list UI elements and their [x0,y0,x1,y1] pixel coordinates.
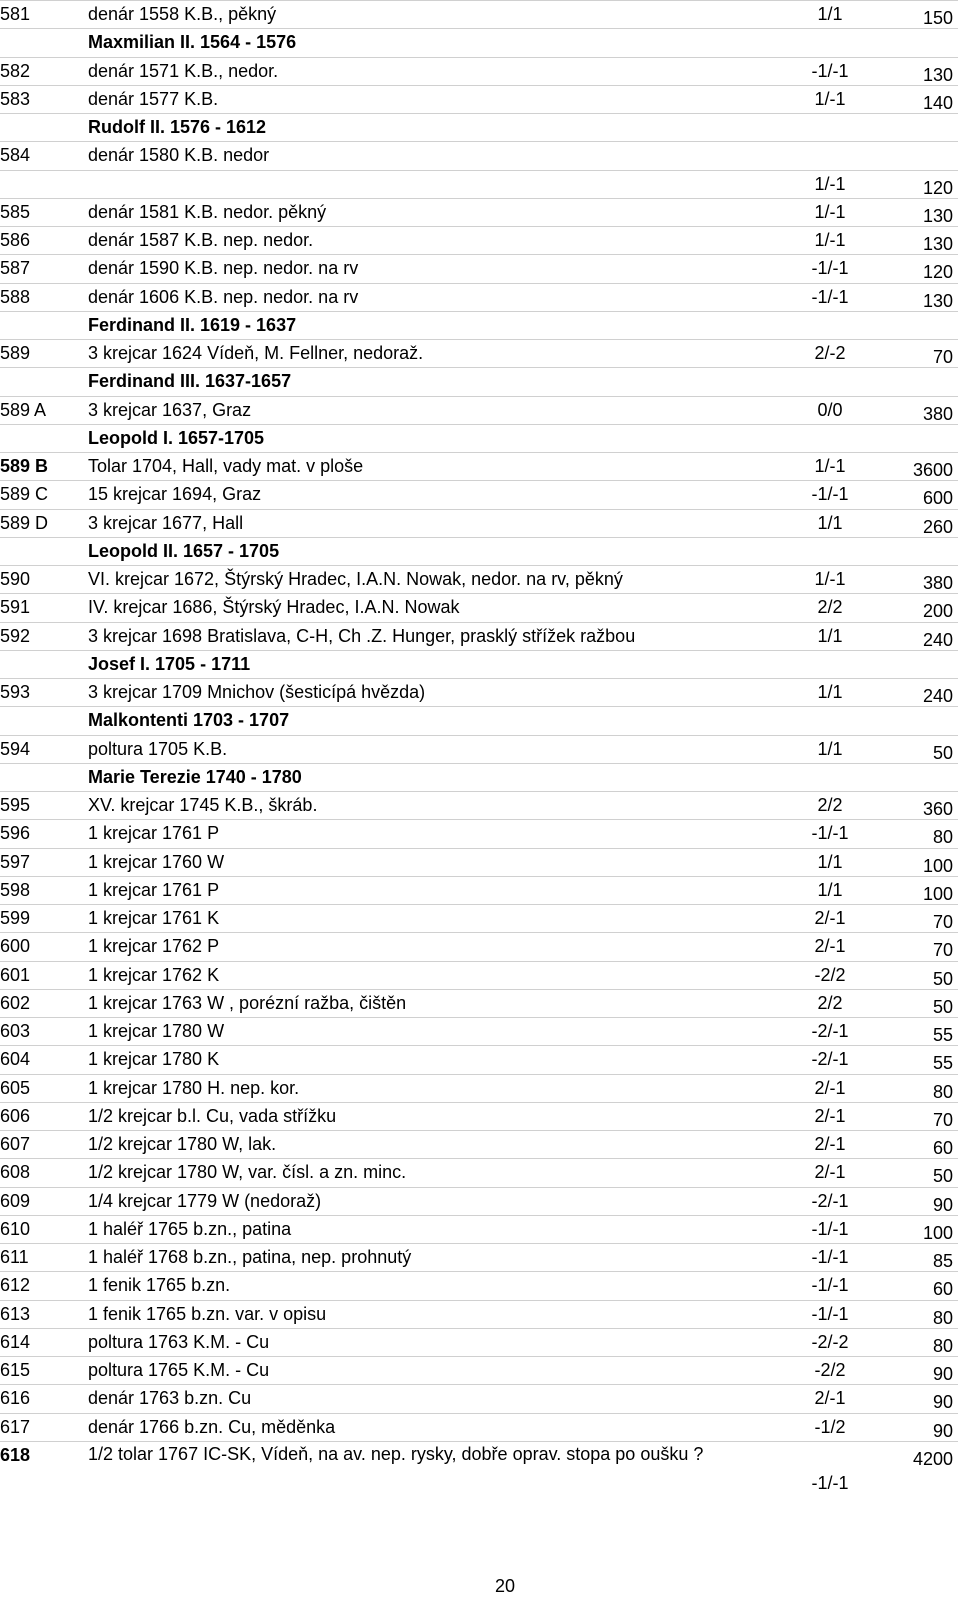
item-price: 80 [932,1307,953,1328]
item-description: 3 krejcar 1698 Bratislava, C-H, Ch .Z. Hunger, prasklý střížek ražbou [88,625,636,646]
item-grade: -2/-2 [811,1331,849,1352]
catalog-row [0,0,958,29]
section-heading: Rudolf II. 1576 - 1612 [88,117,267,137]
item-price: 240 [922,686,953,706]
item-grade: 1/1 [817,738,843,759]
item-price: 50 [932,742,953,763]
item-grade: 1/-1 [814,88,846,109]
item-description: poltura 1705 K.B. [88,738,228,759]
item-price: 260 [922,516,953,537]
catalog-row [0,1187,958,1216]
item-grade: -1/-1 [811,1218,849,1239]
item-description: 1 fenik 1765 b.zn. var. v opisu [88,1303,327,1324]
catalog-row [0,509,958,538]
item-price: 100 [922,1222,953,1243]
item-price: 50 [932,968,953,989]
catalog-row [0,1300,958,1329]
item-grade: -1/-1 [811,258,849,279]
item-price: 100 [922,883,953,904]
item-grade: -1/-1 [811,286,849,307]
item-price: 70 [932,347,953,367]
catalog-row [0,1441,958,1499]
lot-number: 601 [0,964,31,985]
item-price: 70 [932,1109,953,1130]
lot-number: 593 [0,682,31,702]
section-heading: Ferdinand III. 1637-1657 [88,371,292,392]
item-description: 1 krejcar 1761 P [88,879,220,900]
item-price: 380 [922,403,953,424]
item-description: 3 krejcar 1637, Graz [88,399,252,420]
item-grade: 2/-1 [814,936,846,957]
section-heading-row [0,367,958,396]
lot-number: 607 [0,1134,31,1154]
item-grade: 1/1 [817,4,843,24]
item-description: 1 krejcar 1780 W [88,1021,225,1041]
lot-number: 581 [0,4,31,24]
item-grade: 1/1 [817,851,843,872]
item-price: 4200 [912,1448,953,1469]
item-price: 90 [932,1392,953,1413]
item-description: poltura 1765 K.M. - Cu [88,1360,270,1380]
item-description: 1 krejcar 1760 W [88,851,225,872]
catalog-row [0,1074,958,1103]
item-price: 120 [922,262,953,283]
lot-number: 617 [0,1416,31,1437]
catalog-row [0,1356,958,1385]
lot-number: 591 [0,597,31,618]
item-price: 55 [932,1025,953,1045]
item-description: 1 krejcar 1762 P [88,936,220,957]
item-grade: 1/-1 [814,201,846,222]
item-price: 600 [922,488,953,509]
section-heading-row [0,311,958,340]
catalog-row [0,1384,958,1413]
item-description: denár 1606 K.B. nep. nedor. na rv [88,286,359,307]
item-price: 130 [922,234,953,254]
item-description: 3 krejcar 1624 Vídeň, M. Fellner, nedoraž. [88,343,424,363]
item-description: denár 1587 K.B. nep. nedor. [88,230,314,250]
catalog-row [0,622,958,651]
lot-number: 598 [0,879,31,900]
lot-number: 589 D [0,512,49,533]
lot-number: 600 [0,936,31,957]
catalog-row [0,961,958,990]
catalog-row [0,848,958,877]
item-grade: 2/-1 [814,1162,846,1183]
section-heading-row [0,650,958,679]
item-description: denár 1571 K.B., nedor. [88,60,279,81]
item-price: 360 [922,799,953,819]
lot-number: 608 [0,1162,31,1183]
catalog-row [0,1413,958,1442]
item-grade: -2/-1 [811,1049,849,1070]
lot-number: 589 [0,343,31,363]
catalog-row [0,198,958,227]
item-grade: 2/-1 [814,1077,846,1098]
lot-number: 605 [0,1077,31,1098]
item-price: 130 [922,290,953,311]
item-price: 85 [932,1251,953,1271]
item-description: 1/2 krejcar 1780 W, lak. [88,1134,277,1154]
catalog-row [0,1045,958,1074]
item-price: 200 [922,601,953,622]
lot-number: 618 [0,1444,31,1465]
item-description: 1/2 krejcar b.l. Cu, vada střížku [88,1105,337,1126]
lot-number: 606 [0,1105,31,1126]
section-heading-row [0,763,958,792]
section-heading: Malkontenti 1703 - 1707 [88,710,290,731]
lot-number: 613 [0,1303,31,1324]
catalog-row [0,85,958,114]
section-heading-row [0,28,958,57]
section-heading: Marie Terezie 1740 - 1780 [88,766,302,787]
item-description: denár 1577 K.B. [88,88,219,109]
item-description: 1 fenik 1765 b.zn. [88,1275,231,1296]
item-price: 80 [932,1335,953,1356]
item-grade: 1/1 [817,879,843,900]
item-grade: -1/-1 [811,1472,849,1493]
item-description: poltura 1763 K.M. - Cu [88,1331,270,1352]
item-grade: 2/-1 [814,1134,846,1154]
lot-number: 586 [0,230,31,250]
catalog-row [0,1215,958,1244]
catalog-row [0,452,958,481]
catalog-row [0,57,958,86]
catalog-row [0,678,958,707]
catalog-row [0,170,958,199]
item-price: 80 [932,827,953,848]
catalog-row [0,1328,958,1357]
item-grade: -1/-1 [811,60,849,81]
catalog-row [0,339,958,368]
lot-number: 594 [0,738,31,759]
item-price: 50 [932,996,953,1017]
item-price: 3600 [912,460,953,480]
lot-number: 587 [0,258,31,279]
catalog-row [0,876,958,905]
item-price: 150 [922,8,953,28]
lot-number: 610 [0,1218,31,1239]
item-description: denár 1580 K.B. nedor [88,145,270,166]
catalog-row [0,735,958,764]
lot-number: 592 [0,625,31,646]
item-description: Tolar 1704, Hall, vady mat. v ploše [88,456,364,476]
lot-number: 588 [0,286,31,307]
catalog-row [0,396,958,425]
item-description: VI. krejcar 1672, Štýrský Hradec, I.A.N. Nowak, nedor. na rv, pěkný [88,569,623,589]
item-price: 380 [922,573,953,593]
section-heading-row [0,537,958,566]
catalog-row [0,904,958,933]
catalog-row [0,283,958,312]
item-price: 70 [932,912,953,932]
lot-number: 615 [0,1360,31,1380]
item-price: 60 [932,1138,953,1158]
item-grade: 1/1 [817,625,843,646]
item-grade: -2/2 [814,964,846,985]
item-price: 130 [922,205,953,226]
item-description: denár 1590 K.B. nep. nedor. na rv [88,258,359,279]
lot-number: 612 [0,1275,31,1296]
item-description: 1 haléř 1765 b.zn., patina [88,1218,292,1239]
item-price: 120 [922,177,953,198]
item-grade: 1/-1 [814,456,846,476]
item-price: 55 [932,1053,953,1074]
item-description: 1 krejcar 1762 K [88,964,220,985]
section-heading: Leopold I. 1657-1705 [88,427,265,448]
catalog-row [0,791,958,820]
item-grade: 1/1 [817,512,843,533]
item-grade: 2/2 [817,795,843,815]
item-description: denár 1766 b.zn. Cu, měděnka [88,1416,336,1437]
section-heading-row [0,424,958,453]
item-grade: 2/-1 [814,908,846,928]
section-heading-row [0,706,958,735]
item-description: 1 krejcar 1780 K [88,1049,220,1070]
catalog-row [0,1130,958,1159]
item-description: 3 krejcar 1677, Hall [88,512,244,533]
lot-number: 583 [0,88,31,109]
item-grade: 0/0 [817,399,843,420]
item-description: 1/4 krejcar 1779 W (nedoraž) [88,1190,322,1211]
item-price: 100 [922,855,953,876]
catalog-row [0,226,958,255]
item-grade: -1/-1 [811,1275,849,1296]
item-price: 70 [932,940,953,961]
item-grade: -1/-1 [811,1247,849,1267]
lot-number: 590 [0,569,31,589]
lot-number: 584 [0,145,31,166]
lot-number: 589 B [0,456,49,476]
catalog-row [0,1017,958,1046]
catalog-row [0,1243,958,1272]
item-grade: 2/2 [817,597,843,618]
item-grade: 2/-2 [814,343,846,363]
catalog-row [0,480,958,509]
item-price: 140 [922,92,953,113]
item-price: 90 [932,1364,953,1384]
item-description: 1 krejcar 1780 H. nep. kor. [88,1077,300,1098]
item-grade: 2/2 [817,992,843,1013]
item-grade: -2/2 [814,1360,846,1380]
catalog-row [0,1158,958,1187]
section-heading-row [0,113,958,142]
item-description: 1 haléř 1768 b.zn., patina, nep. prohnutý [88,1247,412,1267]
lot-number: 589 A [0,399,47,420]
item-price: 240 [922,629,953,650]
item-grade: -1/-1 [811,484,849,505]
item-price: 50 [932,1166,953,1187]
lot-number: 604 [0,1049,31,1070]
item-description: 1/2 tolar 1767 IC-SK, Vídeň, na av. nep. rysky, dobře oprav. stopa po oušku ? [88,1443,704,1464]
catalog-row [0,819,958,848]
lot-number: 597 [0,851,31,872]
item-grade: -2/-1 [811,1021,849,1041]
item-grade: -1/-1 [811,1303,849,1324]
catalog-row [0,565,958,594]
lot-number: 603 [0,1021,31,1041]
item-grade: -1/-1 [811,823,849,844]
item-grade: 1/1 [817,682,843,702]
item-description: 1 krejcar 1763 W , porézní ražba, čištěn [88,992,407,1013]
item-grade: 2/-1 [814,1388,846,1409]
item-price: 60 [932,1279,953,1300]
item-description: 1 krejcar 1761 P [88,823,220,844]
section-heading: Leopold II. 1657 - 1705 [88,540,280,561]
item-description: denár 1763 b.zn. Cu [88,1388,252,1409]
section-heading: Ferdinand II. 1619 - 1637 [88,314,297,335]
item-grade: 1/-1 [814,230,846,250]
item-grade: 1/-1 [814,173,846,194]
item-description: 1/2 krejcar 1780 W, var. čísl. a zn. minc. [88,1162,407,1183]
section-heading: Maxmilian II. 1564 - 1576 [88,32,297,53]
item-price: 90 [932,1420,953,1441]
item-description: IV. krejcar 1686, Štýrský Hradec, I.A.N. Nowak [88,597,460,618]
item-grade: -1/2 [814,1416,846,1437]
lot-number: 595 [0,795,31,815]
lot-number: 585 [0,201,31,222]
catalog-row [0,593,958,622]
lot-number: 611 [0,1247,29,1267]
lot-number: 609 [0,1190,31,1211]
catalog-row [0,989,958,1018]
item-description: denár 1581 K.B. nedor. pěkný [88,201,327,222]
item-description: 1 krejcar 1761 K [88,908,220,928]
item-price: 90 [932,1194,953,1215]
item-description: 15 krejcar 1694, Graz [88,484,262,505]
lot-number: 599 [0,908,31,928]
lot-number: 589 C [0,484,49,505]
catalog-row [0,1271,958,1300]
lot-number: 602 [0,992,31,1013]
item-price: 80 [932,1081,953,1102]
item-description: XV. krejcar 1745 K.B., škráb. [88,795,318,815]
item-grade: -2/-1 [811,1190,849,1211]
catalog-row [0,932,958,961]
lot-number: 614 [0,1331,31,1352]
lot-number: 616 [0,1388,31,1409]
catalog-row [0,254,958,283]
item-price: 130 [922,64,953,85]
section-heading: Josef I. 1705 - 1711 [88,653,251,674]
item-description: 3 krejcar 1709 Mnichov (šesticípá hvězda) [88,682,426,702]
catalog-row [0,1102,958,1131]
item-grade: 1/-1 [814,569,846,589]
lot-number: 582 [0,60,31,81]
item-description: denár 1558 K.B., pěkný [88,4,277,24]
page-number: 20 [494,1576,516,1596]
item-grade: 2/-1 [814,1105,846,1126]
lot-number: 596 [0,823,31,844]
catalog-row [0,141,958,170]
